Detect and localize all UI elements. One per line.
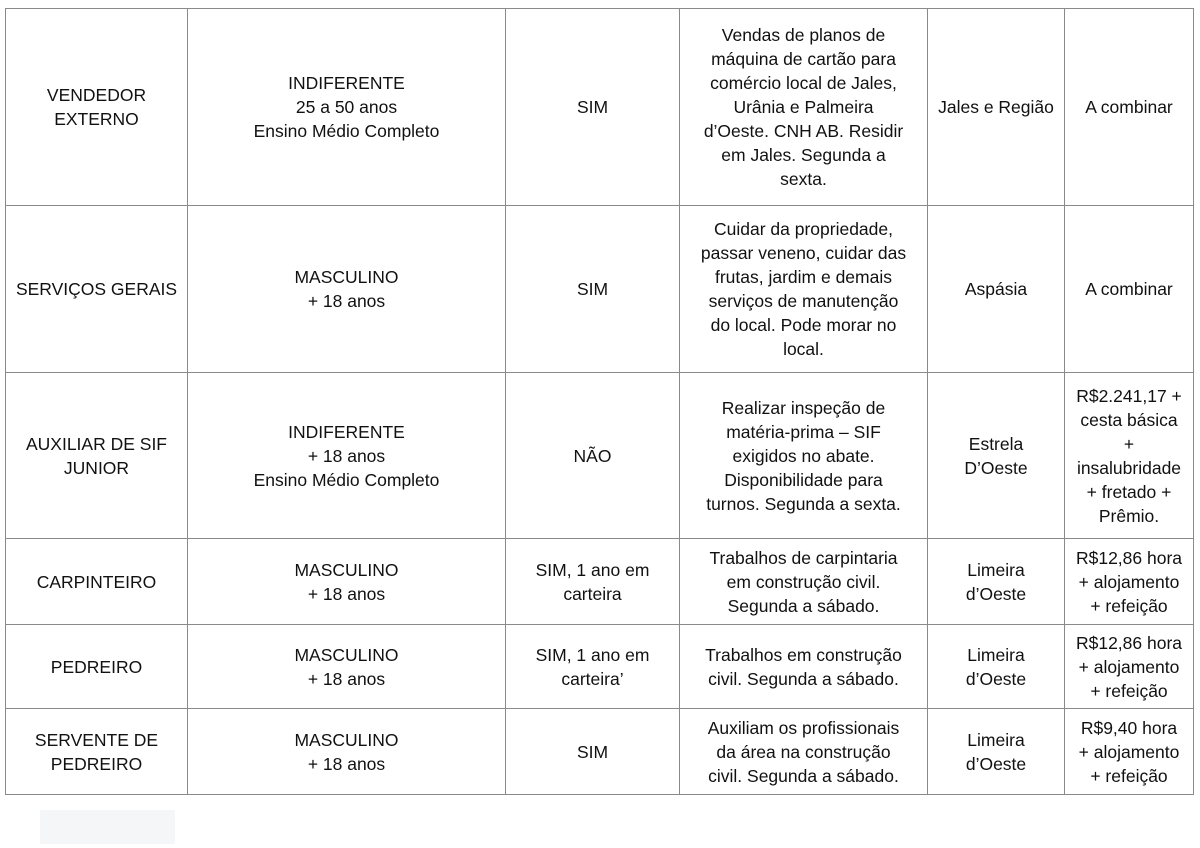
salary-cell: R$12,86 hora + alojamento + refeição — [1065, 625, 1194, 709]
description-cell: Vendas de planos de máquina de cartão para comércio local de Jales, Urânia e Palmeira d’Oeste. CNH AB. Residir em Jales. Segunda a sexta. — [680, 9, 928, 206]
salary-cell: R$9,40 hora + alojamento + refeição — [1065, 709, 1194, 795]
location-cell: Limeira d’Oeste — [928, 709, 1065, 795]
experience-cell: SIM — [506, 206, 680, 373]
salary-cell: R$12,86 hora + alojamento + refeição — [1065, 539, 1194, 625]
location-cell: Jales e Região — [928, 9, 1065, 206]
location-cell: Estrela D’Oeste — [928, 373, 1065, 539]
requirements-cell: MASCULINO + 18 anos — [188, 206, 506, 373]
salary-cell: A combinar — [1065, 9, 1194, 206]
table-row — [6, 709, 1194, 795]
job-title-cell: CARPINTEIRO — [6, 539, 188, 625]
description-cell: Auxiliam os profissionais da área na construção civil. Segunda a sábado. — [680, 709, 928, 795]
experience-cell: SIM — [506, 9, 680, 206]
description-cell: Realizar inspeção de matéria-prima – SIF exigidos no abate. Disponibilidade para turnos. Segunda a sexta. — [680, 373, 928, 539]
job-title-cell: SERVENTE DE PEDREIRO — [6, 709, 188, 795]
table-row — [6, 373, 1194, 539]
experience-cell: NÃO — [506, 373, 680, 539]
salary-cell: A combinar — [1065, 206, 1194, 373]
job-title-cell: AUXILIAR DE SIF JUNIOR — [6, 373, 188, 539]
requirements-cell: INDIFERENTE + 18 anos Ensino Médio Completo — [188, 373, 506, 539]
description-cell: Trabalhos de carpintaria em construção civil. Segunda a sábado. — [680, 539, 928, 625]
job-title-cell: SERVIÇOS GERAIS — [6, 206, 188, 373]
location-cell: Aspásia — [928, 206, 1065, 373]
experience-cell: SIM, 1 ano em carteira — [506, 539, 680, 625]
description-cell: Cuidar da propriedade, passar veneno, cuidar das frutas, jardim e demais serviços de manutenção do local. Pode morar no local. — [680, 206, 928, 373]
table-row — [6, 206, 1194, 373]
requirements-cell: MASCULINO + 18 anos — [188, 709, 506, 795]
job-listings-table — [5, 8, 1194, 795]
faint-background-mark — [40, 810, 175, 844]
location-cell: Limeira d’Oeste — [928, 625, 1065, 709]
requirements-cell: MASCULINO + 18 anos — [188, 539, 506, 625]
location-cell: Limeira d’Oeste — [928, 539, 1065, 625]
table-row — [6, 9, 1194, 206]
job-title-cell: PEDREIRO — [6, 625, 188, 709]
table-row — [6, 625, 1194, 709]
experience-cell: SIM, 1 ano em carteira’ — [506, 625, 680, 709]
salary-cell: R$2.241,17 + cesta básica + insalubridade + fretado + Prêmio. — [1065, 373, 1194, 539]
description-cell: Trabalhos em construção civil. Segunda a sábado. — [680, 625, 928, 709]
experience-cell: SIM — [506, 709, 680, 795]
requirements-cell: MASCULINO + 18 anos — [188, 625, 506, 709]
requirements-cell: INDIFERENTE 25 a 50 anos Ensino Médio Completo — [188, 9, 506, 206]
job-title-cell: VENDEDOR EXTERNO — [6, 9, 188, 206]
table-row — [6, 539, 1194, 625]
